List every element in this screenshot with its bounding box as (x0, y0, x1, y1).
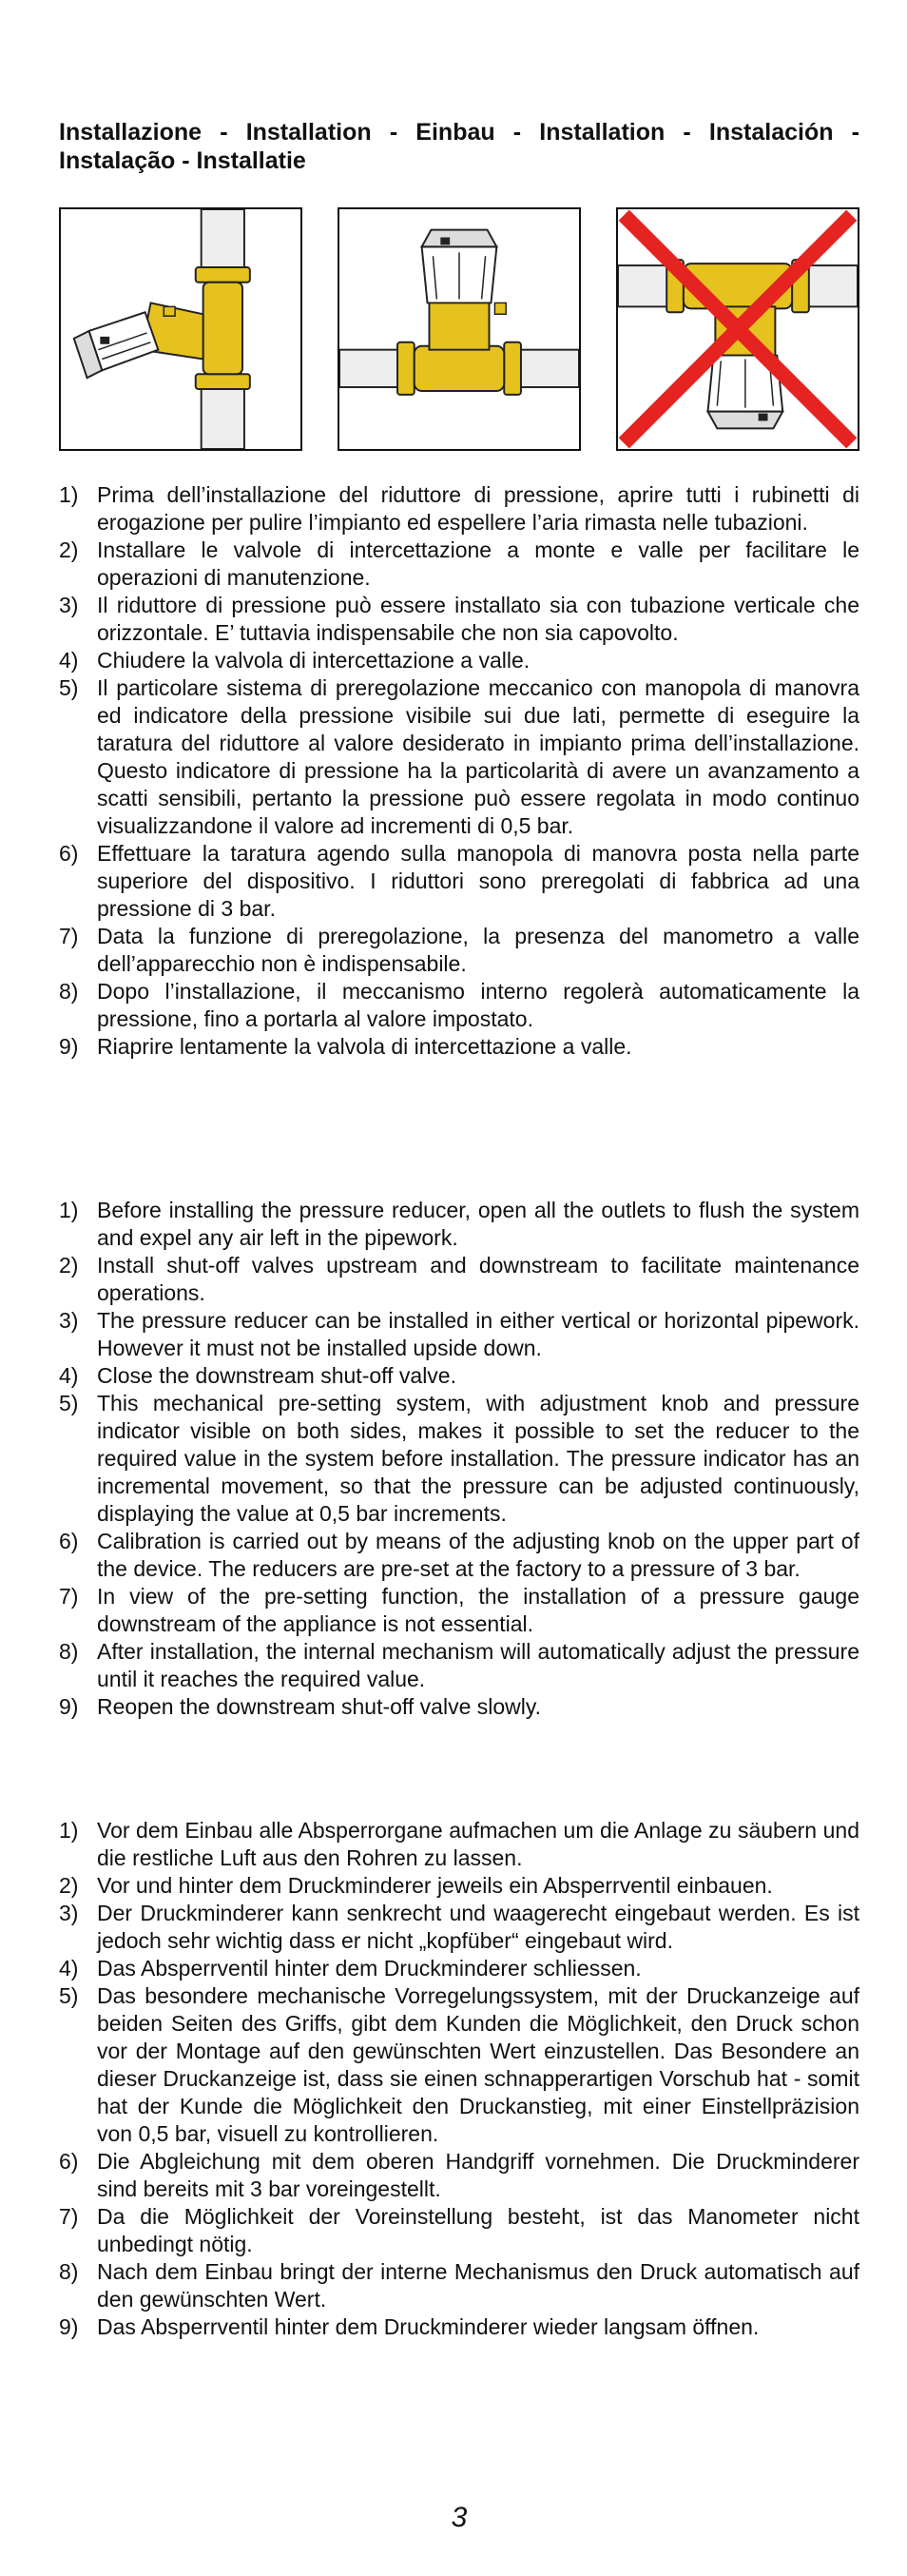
page-title: Installazione - Installation - Einbau - Installation - Instalación - Instalação - Installatie (59, 119, 859, 174)
list-item: 2) Vor und hinter dem Druckminderer jeweils ein Absperrventil einbauen. (59, 1873, 773, 1898)
list-item: 5) This mechanical pre-setting system, with adjustment knob and pressure indicator visible on both sides, makes it possible to set the reducer to the required value in the system before installation. The pressure indicator has an incremental movement, so that the pressure can be adjusted continuously, displaying the value at 0,5 bar increments. (59, 1391, 859, 1526)
figure-upside-down-forbidden (616, 207, 859, 451)
page-number: 3 (451, 2502, 468, 2533)
list-item: 3) Il riduttore di pressione può essere installato sia con tubazione verticale che orizzontale. E’ tuttavia indispensabile che non sia capovolto. (59, 593, 859, 645)
valve-upright-horizontal-pipe-icon (339, 209, 579, 449)
section-italian (59, 481, 859, 1061)
list-item: 8) After installation, the internal mechanism will automatically adjust the pressure until it reaches the required value. (59, 1639, 859, 1691)
list-item: 8) Nach dem Einbau bringt der interne Mechanismus den Druck automatisch auf den gewünschten Wert. (59, 2259, 859, 2312)
list-item: 3) Der Druckminderer kann senkrecht und waagerecht eingebaut werden. Es ist jedoch sehr wichtig dass er nicht „kopfüber“ eingebaut wird. (59, 1901, 859, 1953)
list-item: 6) Calibration is carried out by means of the adjusting knob on the upper part of the device. The reducers are pre-set at the factory to a pressure of 3 bar. (59, 1529, 859, 1581)
figure-vertical-install (59, 207, 302, 451)
list-item: 4) Chiudere la valvola di intercettazione a valle. (59, 648, 531, 673)
valve-tilted-vertical-pipe-icon (61, 209, 300, 449)
list-item: 1) Prima dell’installazione del riduttore di pressione, aprire tutti i rubinetti di erogazione per pulire l’impianto ed espellere l’aria rimasta nelle tubazioni. (59, 482, 859, 535)
list-item: 4) Das Absperrventil hinter dem Druckminderer schliessen. (59, 1956, 642, 1981)
list-item: 9) Reopen the downstream shut-off valve slowly. (59, 1694, 542, 1719)
list-item: 3) The pressure reducer can be installed in either vertical or horizontal pipework. However it must not be installed upside down. (59, 1308, 859, 1360)
list-item: 7) In view of the pre-setting function, the installation of a pressure gauge downstream of the appliance is not essential. (59, 1584, 859, 1636)
list-item: 2) Install shut-off valves upstream and downstream to facilitate maintenance operations. (59, 1253, 859, 1305)
list-item: 9) Riaprire lentamente la valvola di intercettazione a valle. (59, 1034, 632, 1059)
valve-upside-down-crossed-out-icon (618, 209, 858, 449)
section-english (59, 1197, 859, 1721)
list-item: 7) Da die Möglichkeit der Voreinstellung besteht, ist das Manometer nicht unbedingt nötig. (59, 2204, 859, 2256)
list-item: 8) Dopo l’installazione, il meccanismo interno regolerà automaticamente la pressione, fino a portarla al valore impostato. (59, 979, 859, 1031)
list-item: 2) Installare le valvole di intercettazione a monte e valle per facilitare le operazioni di manutenzione. (59, 537, 859, 590)
list-item: 6) Effettuare la taratura agendo sulla manopola di manovra posta nella parte superiore del dispositivo. I riduttori sono preregolati di fabbrica ad una pressione di 3 bar. (59, 841, 859, 921)
list-item: 5) Il particolare sistema di preregolazione meccanico con manopola di manovra ed indicatore della pressione visibile sui due lati, permette di eseguire la taratura del riduttore al valore desiderato in impianto prima dell’installazione. Questo indicatore di pressione ha la particolarità di avere un avanzamento a scatti sensibili, pertanto la pressione può essere regolata in modo continuo visualizzandone il valore ad incrementi di 0,5 bar. (59, 675, 859, 838)
list-item: 1) Before installing the pressure reducer, open all the outlets to flush the system and expel any air left in the pipework. (59, 1198, 859, 1250)
list-item: 7) Data la funzione di preregolazione, la presenza del manometro a valle dell’apparecchio non è indispensabile. (59, 924, 859, 976)
list-item: 9) Das Absperrventil hinter dem Druckminderer wieder langsam öffnen. (59, 2314, 760, 2339)
list-item: 5) Das besondere mechanische Vorregelungssystem, mit der Druckanzeige auf beiden Seiten des Griffs, gibt dem Kunden die Möglichkeit, den Druck schon vor der Montage auf den gewünschten Wert einzustellen. Das Besondere an dieser Druckanzeige ist, dass sie einen schnapperartigen Vorschub hat - somit hat der Kunde die Möglichkeit den Druckanstieg, mit einer Einstellpräzision von 0,5 bar, visuell zu kontrollieren. (59, 1983, 859, 2146)
list-item: 4) Close the downstream shut-off valve. (59, 1363, 456, 1388)
installation-figures (59, 207, 859, 453)
figure-horizontal-install (338, 207, 581, 451)
list-item: 1) Vor dem Einbau alle Absperrorgane aufmachen um die Anlage zu säubern und die restliche Luft aus den Rohren zu lassen. (59, 1818, 859, 1870)
section-german (59, 1817, 859, 2341)
list-item: 6) Die Abgleichung mit dem oberen Handgriff vornehmen. Die Druckminderer sind bereits mit 3 bar voreingestellt. (59, 2149, 859, 2201)
